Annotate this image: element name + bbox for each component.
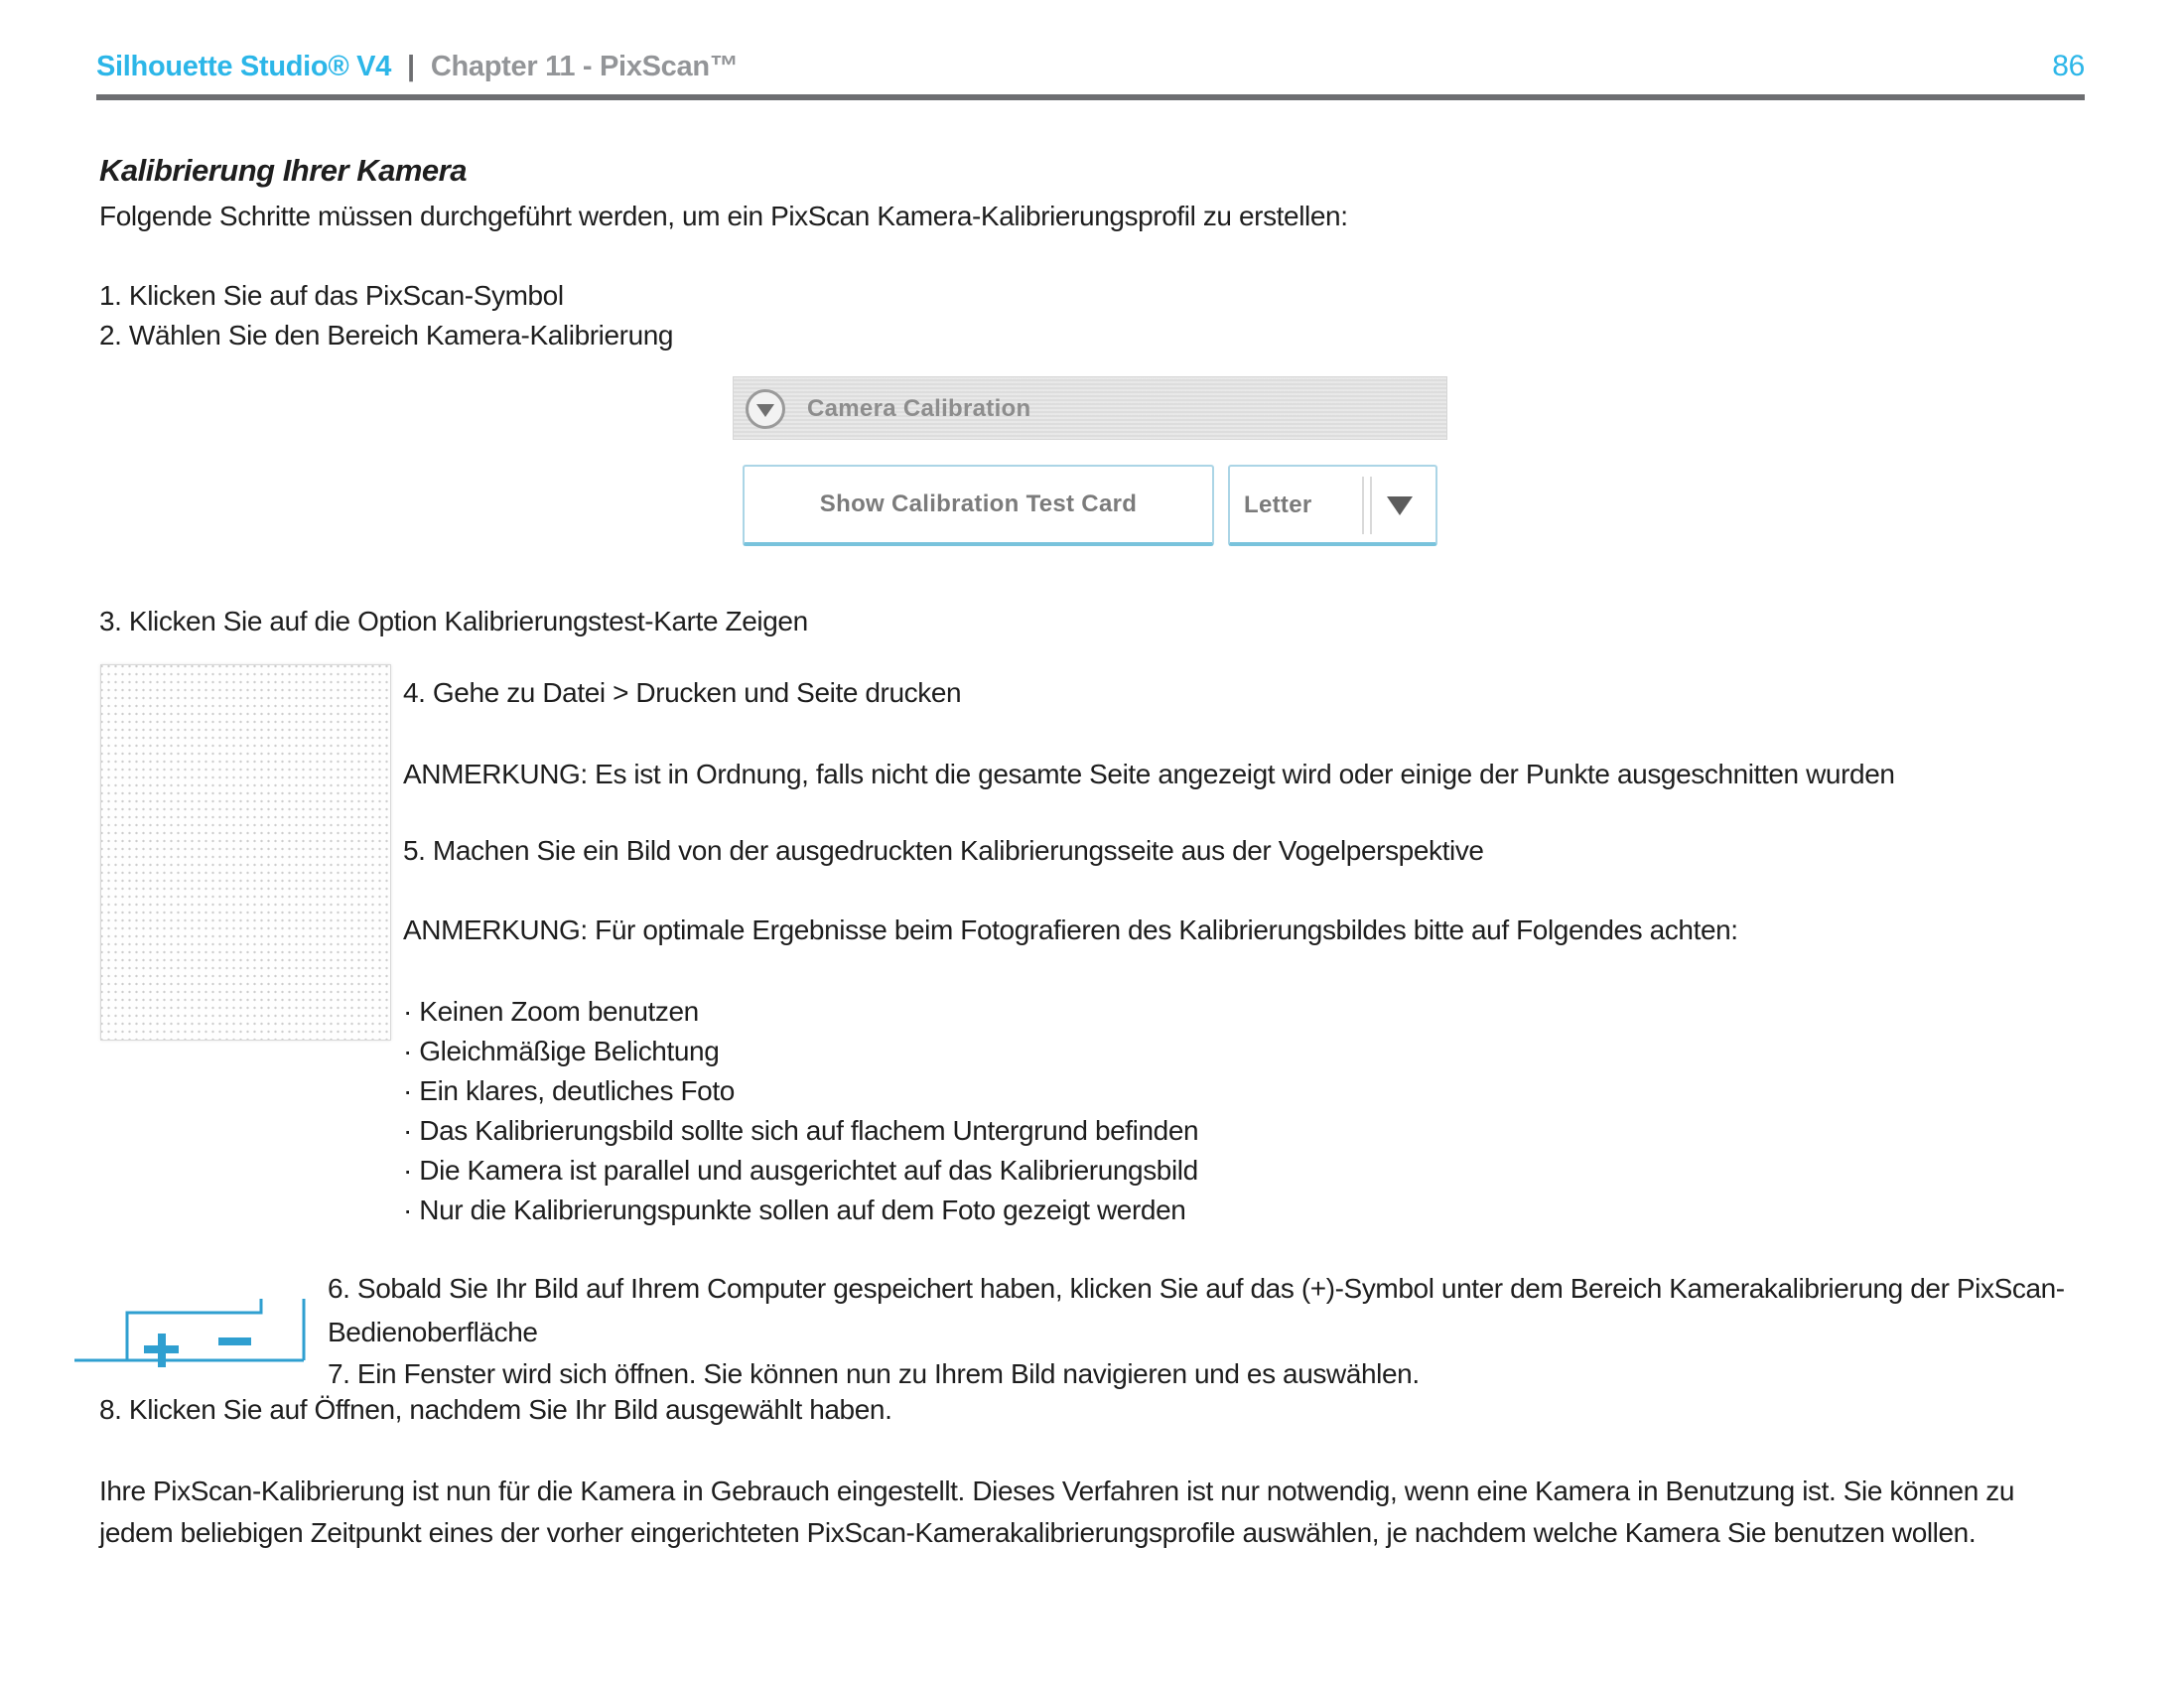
bullet-item: · Die Kamera ist parallel und ausgerichtet auf das Kalibrierungsbild xyxy=(403,1155,1198,1186)
step-2: 2. Wählen Sie den Bereich Kamera-Kalibrierung xyxy=(99,320,674,351)
step-8: 8. Klicken Sie auf Öffnen, nachdem Sie Ihr Bild ausgewählt haben. xyxy=(99,1394,892,1425)
chapter-title: Chapter 11 - PixScan™ xyxy=(430,51,739,82)
step-3: 3. Klicken Sie auf die Option Kalibrierungstest-Karte Zeigen xyxy=(99,606,808,636)
bullet-item: · Das Kalibrierungsbild sollte sich auf flachem Untergrund befinden xyxy=(403,1115,1199,1146)
panel-title: Camera Calibration xyxy=(807,395,1031,422)
header-rule xyxy=(96,94,2085,100)
dropdown-arrow-icon xyxy=(1387,496,1413,515)
note-1: ANMERKUNG: Es ist in Ordnung, falls nicht die gesamte Seite angezeigt wird oder einige der Punkte ausgeschnitten wurden xyxy=(403,759,1895,789)
step-6: 6. Sobald Sie Ihr Bild auf Ihrem Computer gespeichert haben, klicken Sie auf das (+)-Symbol unter dem Bereich Kamerakalibrierung der PixScan-Bedienoberfläche xyxy=(328,1273,2065,1347)
product-title: Silhouette Studio® V4 xyxy=(96,51,392,82)
closing-paragraph: Ihre PixScan-Kalibrierung ist nun für die Kamera in Gebrauch eingestellt. Dieses Verfahren ist nur notwendig, wenn eine Kamera in Benutzung ist. Sie können zu jedem beliebigen Zeitpunkt eines der vorher eingerichteten PixScan-Kamerakalibrierungsprofile auswählen, je nachdem welche Kamera Sie benutzen wollen. xyxy=(99,1476,2015,1548)
illustration-calibration-test-card xyxy=(100,664,391,1041)
dropdown-divider xyxy=(1362,477,1364,534)
step-7: 7. Ein Fenster wird sich öffnen. Sie können nun zu Ihrem Bild navigieren und es auswählen. xyxy=(328,1358,1420,1389)
illustration-camera-calibration-panel-header xyxy=(733,376,1447,440)
bullet-item: · Keinen Zoom benutzen xyxy=(403,996,699,1027)
dropdown-value: Letter xyxy=(1244,492,1312,518)
bullet-item: · Gleichmäßige Belichtung xyxy=(403,1036,720,1066)
illustration-show-calibration-test-card-button xyxy=(743,465,1214,546)
bullet-item: · Ein klares, deutliches Foto xyxy=(403,1075,735,1106)
dropdown-divider xyxy=(1370,477,1372,534)
header-separator: | xyxy=(407,51,415,82)
step-1: 1. Klicken Sie auf das PixScan-Symbol xyxy=(99,280,564,311)
plus-minus-panel-corner-icon xyxy=(69,1284,308,1371)
step-4: 4. Gehe zu Datei > Drucken und Seite drucken xyxy=(403,677,962,708)
step-5: 5. Machen Sie ein Bild von der ausgedruckten Kalibrierungsseite aus der Vogelperspektive xyxy=(403,835,1484,866)
down-triangle-icon xyxy=(756,404,774,417)
page-header xyxy=(96,50,2085,83)
page-number: 86 xyxy=(2052,50,2085,82)
circled-down-arrow-icon xyxy=(746,389,785,429)
bullet-item: · Nur die Kalibrierungspunkte sollen auf dem Foto gezeigt werden xyxy=(403,1195,1186,1225)
illustration-page-size-dropdown xyxy=(1228,465,1437,546)
tips-bullet-list xyxy=(403,992,1198,1230)
section-title: Kalibrierung Ihrer Kamera xyxy=(99,153,467,188)
intro-text: Folgende Schritte müssen durchgeführt werden, um ein PixScan Kamera-Kalibrierungsprofil zu erstellen: xyxy=(99,201,1348,231)
note-2: ANMERKUNG: Für optimale Ergebnisse beim Fotografieren des Kalibrierungsbildes bitte auf Folgendes achten: xyxy=(403,914,1738,945)
button-label: Show Calibration Test Card xyxy=(819,491,1138,517)
